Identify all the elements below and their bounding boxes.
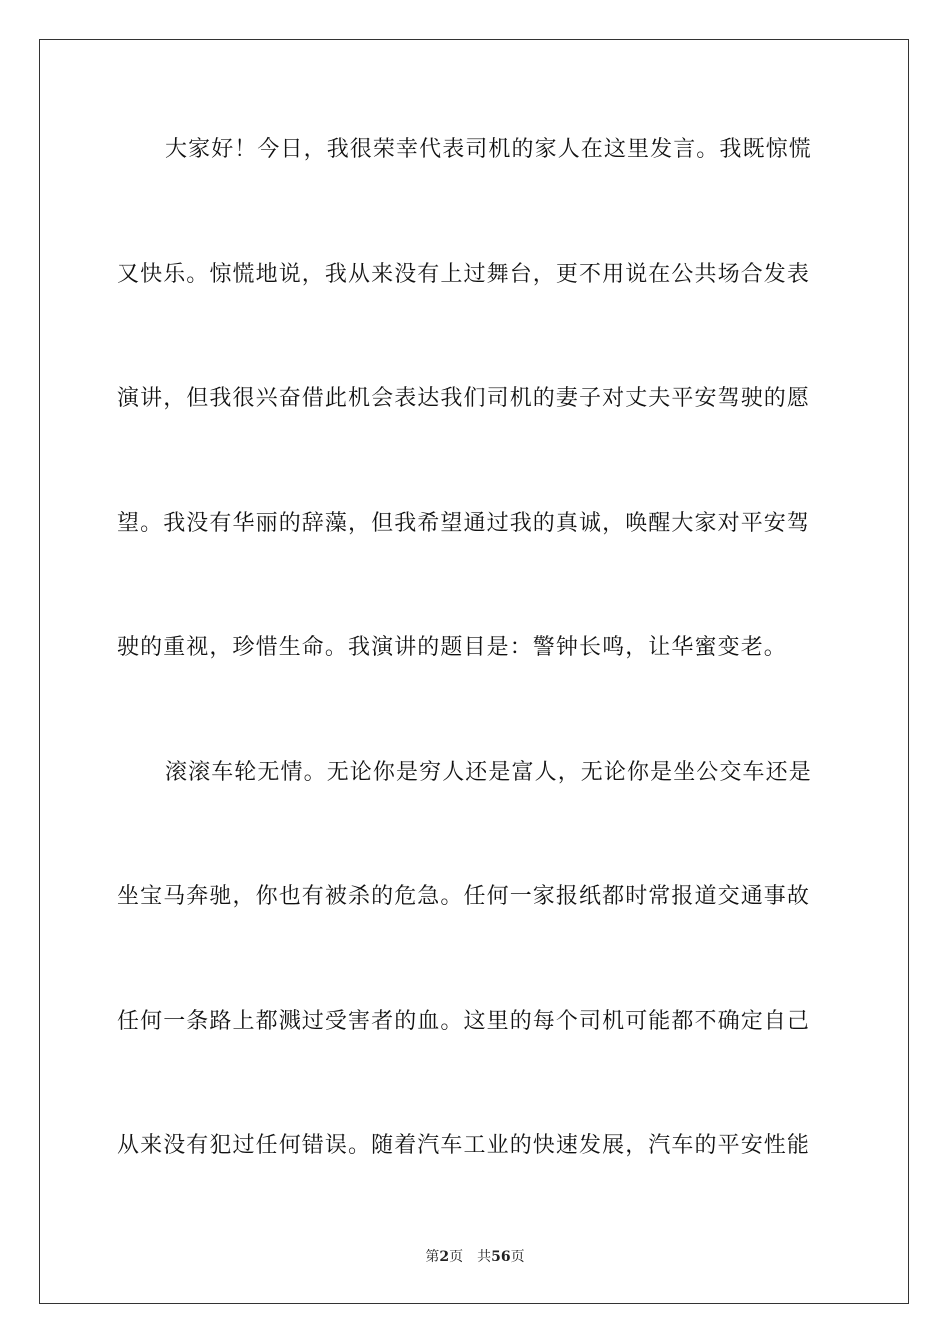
paragraph-1-line-1: 大家好！今日，我很荣幸代表司机的家人在这里发言。我既惊慌 (165, 137, 812, 162)
paragraph-1-line-2: 又快乐。惊慌地说，我从来没有上过舞台，更不用说在公共场合发表 (117, 262, 811, 287)
total-prefix: 共 (477, 1249, 492, 1265)
total-suffix: 页 (510, 1249, 525, 1265)
paragraph-2-line-4: 从来没有犯过任何错误。随着汽车工业的快速发展，汽车的平安性能 (117, 1133, 811, 1158)
page-prefix: 第 (425, 1249, 440, 1265)
total-pages: 56 (491, 1249, 511, 1265)
paragraph-2-line-3: 任何一条路上都溅过受害者的血。这里的每个司机可能都不确定自己 (117, 1009, 811, 1034)
page-border (39, 39, 909, 1304)
page-number: 2 (439, 1249, 450, 1265)
paragraph-1-line-3: 演讲，但我很兴奋借此机会表达我们司机的妻子对丈夫平安驾驶的愿 (117, 386, 811, 411)
paragraph-1-line-5: 驶的重视，珍惜生命。我演讲的题目是：警钟长鸣，让华蜜变老。 (117, 635, 787, 660)
paragraph-2-line-1: 滚滚车轮无情。无论你是穷人还是富人，无论你是坐公交车还是 (165, 760, 812, 785)
page-footer (0, 1246, 950, 1266)
paragraph-2-line-2: 坐宝马奔驰，你也有被杀的危急。任何一家报纸都时常报道交通事故 (117, 884, 811, 909)
page-suffix: 页 (449, 1249, 464, 1265)
paragraph-1-line-4: 望。我没有华丽的辞藻，但我希望通过我的真诚，唤醒大家对平安驾 (117, 511, 811, 536)
